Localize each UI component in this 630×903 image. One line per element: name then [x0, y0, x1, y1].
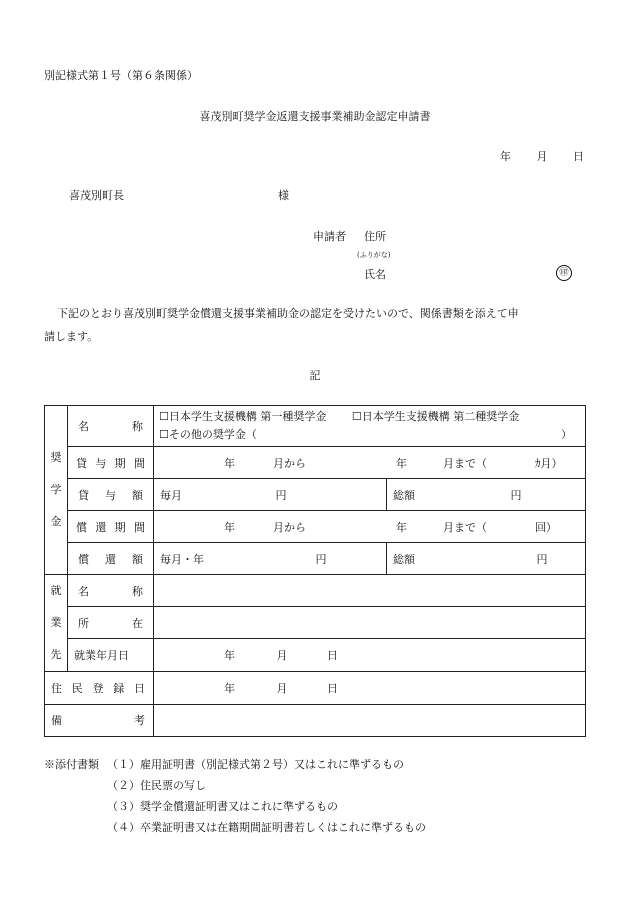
option-jasso-type1[interactable]: ☐日本学生支援機構 第一種奨学金 — [159, 410, 327, 423]
date-line — [500, 148, 584, 164]
date-day: 日 — [573, 150, 584, 163]
addressee-name: 喜茂別町長 — [69, 189, 124, 202]
attachment-item-4: （４）卒業証明書又は在籍期間証明書若しくはこれに準ずるもの — [107, 821, 426, 834]
repay-period-row — [45, 511, 586, 543]
body-text-line1: 下記のとおり喜茂別町奨学金償還支援事業補助金の認定を受けたいので、関係書類を添えて申 — [57, 307, 519, 320]
applicant-seal — [556, 265, 572, 281]
form-number: 別記様式第１号（第６条関係） — [44, 69, 198, 82]
scholarship-name-label: 名 称 — [68, 406, 154, 447]
employment-name-row — [45, 575, 586, 607]
loan-amount-label: 貸 与 額 — [68, 479, 154, 511]
remarks-value[interactable] — [154, 704, 586, 736]
scholarship-group-label: 奨 学 金 — [45, 406, 68, 575]
remarks-label: 備 考 — [45, 704, 154, 736]
remarks-row — [45, 704, 586, 736]
addressee-honorific: 様 — [278, 189, 289, 202]
employment-group-label: 就 業 先 — [45, 575, 68, 672]
employment-name-label: 名 称 — [68, 575, 154, 607]
loan-period-value[interactable]: 年 月から 年 月まで（ ｶ月） — [154, 447, 586, 479]
residence-value[interactable]: 年 月 日 — [154, 671, 586, 704]
option-other-close: ） — [561, 428, 572, 441]
applicant-label: 申請者 — [313, 230, 346, 243]
applicant-furigana-label: (ふりがな) — [357, 251, 391, 259]
repay-period-label: 償 還 期 間 — [68, 511, 154, 543]
option-other[interactable]: ☐その他の奨学金（ — [159, 428, 257, 441]
loan-amount-row — [45, 479, 586, 511]
employment-date-row — [45, 639, 586, 671]
residence-row — [45, 671, 586, 704]
attachment-item-2: （２）住民票の写し — [107, 779, 206, 792]
loan-amount-total[interactable]: 総額 円 — [387, 479, 586, 511]
repay-amount-label: 償 還 額 — [68, 543, 154, 575]
employment-location-value[interactable] — [154, 607, 586, 639]
loan-period-label: 貸 与 期 間 — [68, 447, 154, 479]
date-month: 月 — [536, 150, 548, 163]
repay-amount-row — [45, 543, 586, 575]
option-jasso-type2[interactable]: ☐日本学生支援機構 第二種奨学金 — [351, 410, 520, 423]
application-table — [44, 405, 586, 737]
loan-amount-monthly[interactable]: 毎月 円 — [154, 479, 387, 511]
applicant-address-label: 住所 — [364, 230, 386, 243]
employment-location-row — [45, 607, 586, 639]
attachment-item-1: （１）雇用証明書（別記様式第２号）又はこれに準ずるもの — [107, 758, 404, 771]
ki-heading: 記 — [309, 369, 321, 382]
repay-amount-monthly[interactable]: 毎月・年 円 — [154, 543, 387, 575]
repay-amount-total[interactable]: 総額 円 — [387, 543, 586, 575]
scholarship-name-row — [45, 406, 586, 447]
applicant-name-label: 氏名 — [364, 268, 386, 281]
attachments-prefix: ※添付書類 — [44, 758, 99, 771]
residence-label: 住 民 登 録 日 — [45, 671, 154, 704]
date-year: 年 — [500, 150, 511, 163]
employment-location-label: 所 在 — [68, 607, 154, 639]
loan-period-row — [45, 447, 586, 479]
page-title: 喜茂別町奨学金返還支援事業補助金認定申請書 — [199, 110, 431, 123]
employment-name-value[interactable] — [154, 575, 586, 607]
scholarship-options — [154, 406, 586, 447]
seal-mark: ㊞ — [556, 265, 572, 281]
body-text-line2: 請します。 — [44, 330, 99, 343]
repay-period-value[interactable]: 年 月から 年 月まで（ 回） — [154, 511, 586, 543]
employment-date-value[interactable]: 年 月 日 — [154, 639, 586, 671]
employment-date-label: 就業年月日 — [68, 639, 154, 671]
attachment-item-3: （３）奨学金償還証明書又はこれに準ずるもの — [107, 800, 338, 813]
